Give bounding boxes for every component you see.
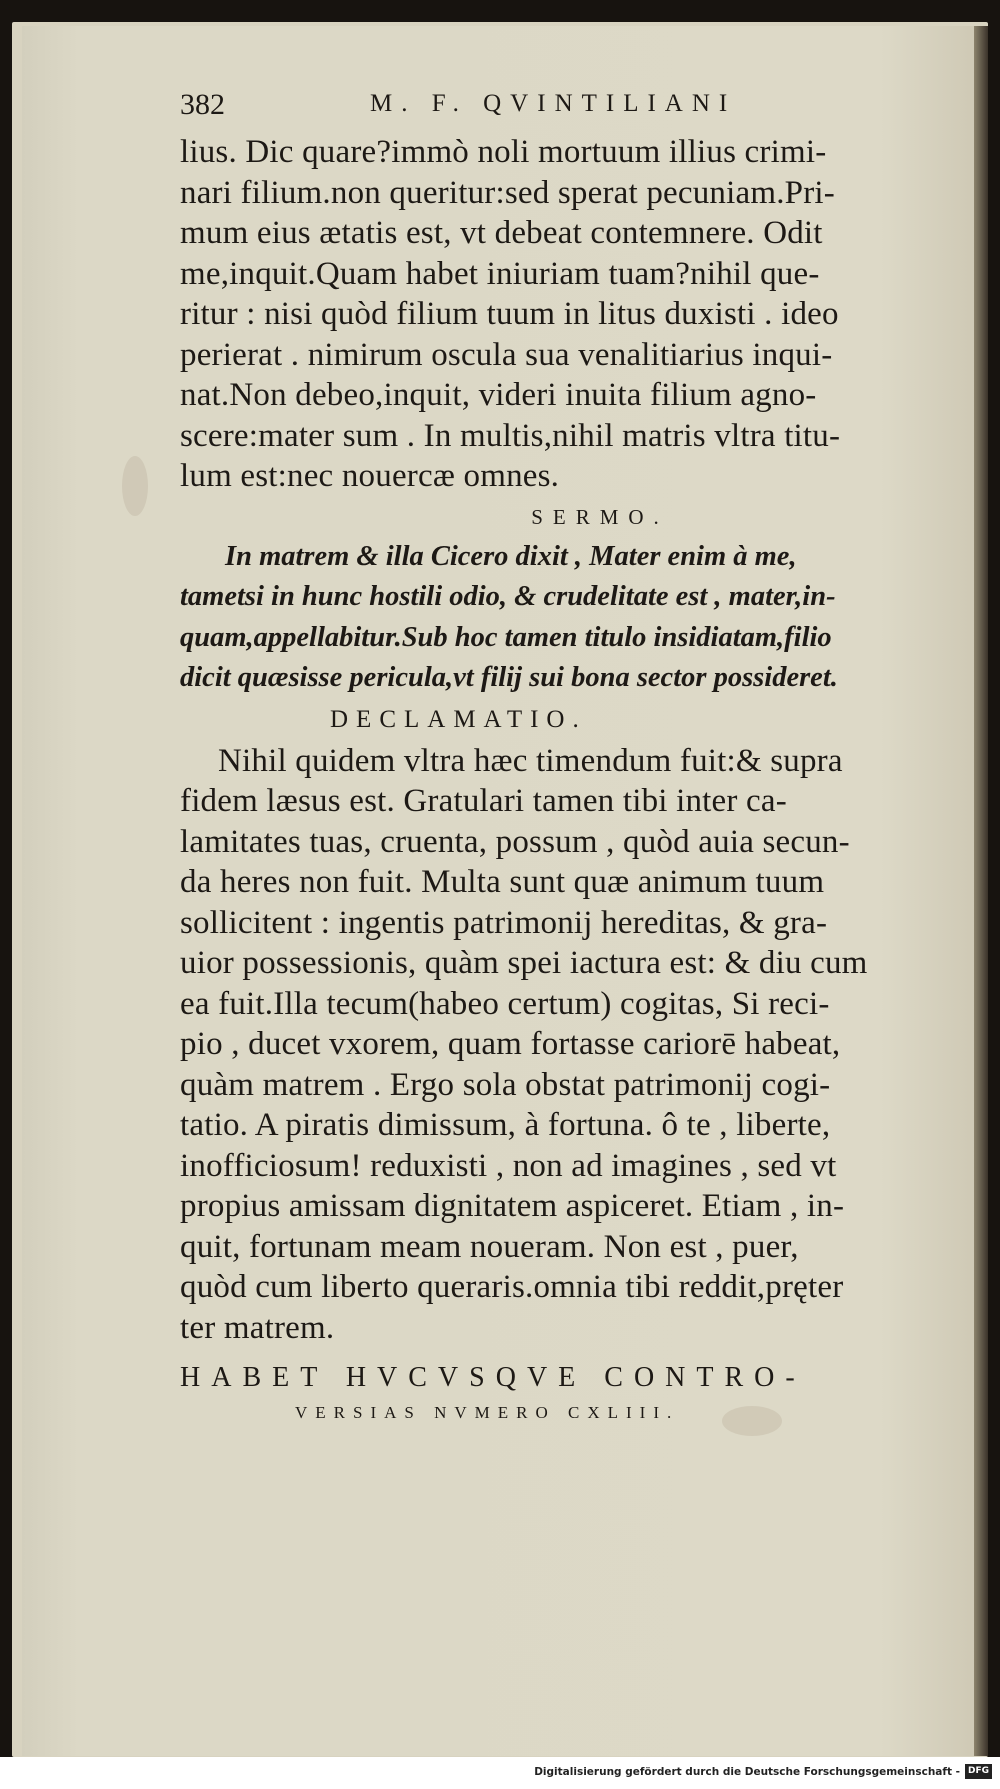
italic-line: dicit quæsisse pericula,vt filij sui bona sector possideret.	[180, 662, 838, 693]
text-line: quàm matrem . Ergo sola obstat patrimonij cogi-	[180, 1066, 831, 1103]
explicit-line: HABET HVCVSQVE CONTRO-	[180, 1362, 806, 1393]
text-line: me,inquit.Quam habet iniuriam tuam?nihil que-	[180, 255, 820, 292]
body-text-top	[180, 132, 930, 497]
text-line: da heres non fuit. Multa sunt quæ animum tuum	[180, 864, 825, 900]
stain-mark	[122, 456, 148, 516]
page-text	[180, 88, 930, 1428]
text-line: lamitates tuas, cruenta, possum , quòd auia secun-	[180, 823, 850, 860]
italic-line: quam,appellabitur.Sub hoc tamen titulo insidiatam,filio	[180, 621, 832, 653]
text-line: lum est:nec nouercæ omnes.	[180, 458, 560, 494]
italic-line: In matrem & illa Cicero dixit , Mater enim à me,	[225, 540, 797, 572]
dfg-logo-icon: DFG	[965, 1764, 992, 1779]
digitization-footer	[0, 1757, 1000, 1789]
text-line: nari filium.non queritur:sed sperat pecuniam.Pri-	[180, 174, 835, 211]
text-line: Nihil quidem vltra hæc timendum fuit:& supra	[218, 742, 843, 779]
text-line: fidem læsus est. Gratulari tamen tibi inter ca-	[180, 783, 787, 819]
text-line: perierat . nimirum oscula sua venalitiarius inqui-	[180, 336, 833, 373]
text-line: tatio. A piratis dimissum, à fortuna. ô te , liberte,	[180, 1107, 831, 1143]
text-line: nat.Non debeo,inquit, videri inuita filium agno-	[180, 377, 817, 413]
text-line: quit, fortunam meam noueram. Non est , puer,	[180, 1228, 799, 1265]
declamatio-heading: DECLAMATIO.	[330, 705, 587, 733]
text-line: pio , ducet vxorem, quam fortasse cariorē habeat,	[180, 1026, 841, 1062]
text-line: inofficiosum! reduxisti , non ad imagines , sed vt	[180, 1147, 837, 1184]
text-line: scere:mater sum . In multis,nihil matris vltra titu-	[180, 417, 841, 454]
text-line: lius. Dic quare?immò noli mortuum illius crimi-	[180, 134, 827, 170]
text-line: sollicitent : ingentis patrimonij hereditas, & gra-	[180, 904, 828, 941]
page-edge	[974, 26, 988, 1756]
text-line: uior possessionis, quàm spei iactura est: & diu cum	[180, 945, 868, 981]
body-text-bottom	[180, 741, 930, 1349]
sermo-text	[180, 537, 930, 699]
text-line: ea fuit.Illa tecum(habeo certum) cogitas, Si reci-	[180, 985, 830, 1022]
text-line: mum eius ætatis est, vt debeat contemnere. Odit	[180, 215, 823, 251]
funding-credit: Digitalisierung gefördert durch die Deutsche Forschungsgemeinschaft -	[534, 1766, 960, 1778]
text-line: ter matrem.	[180, 1309, 335, 1346]
sermo-heading: SERMO.	[531, 504, 669, 529]
text-line: quòd cum liberto queraris.omnia tibi reddit,pręter	[180, 1269, 844, 1305]
running-head	[180, 88, 930, 132]
italic-line: tametsi in hunc hostili odio, & crudelitate est , mater,in-	[180, 581, 836, 612]
explicit-line-2: VERSIAS NVMERO CXLIII.	[295, 1403, 680, 1422]
page-number: 382	[180, 88, 225, 121]
text-line: propius amissam dignitatem aspiceret. Etiam , in-	[180, 1188, 845, 1224]
text-line: ritur : nisi quòd filium tuum in litus duxisti . ideo	[180, 296, 839, 332]
running-title: M. F. QVINTILIANI	[370, 90, 737, 117]
